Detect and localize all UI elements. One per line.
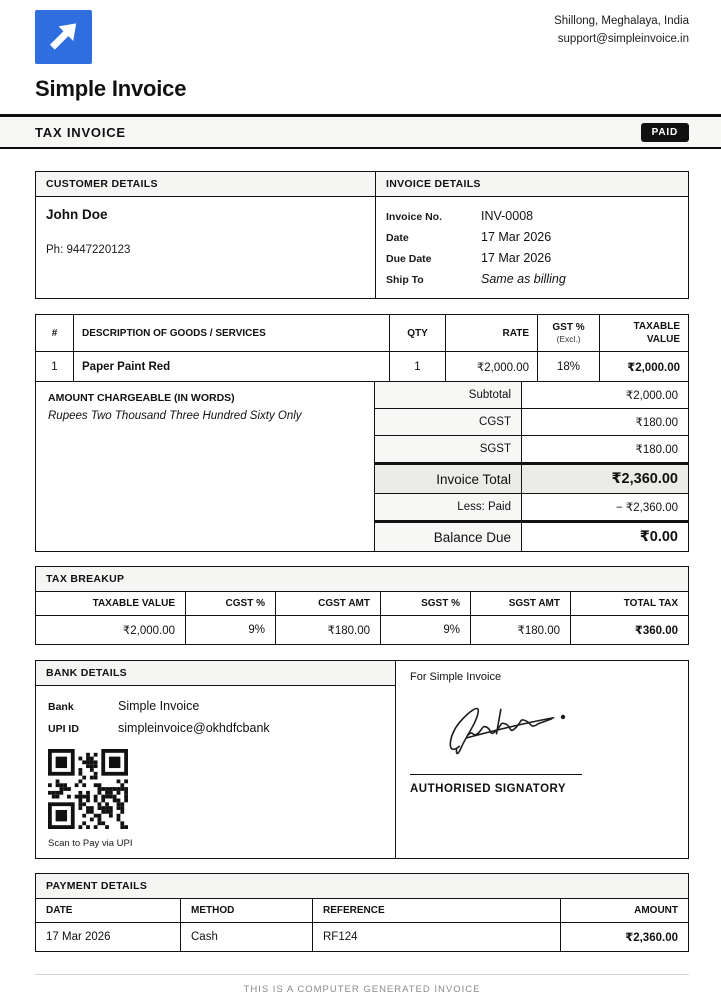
subtotal-row: [375, 382, 688, 409]
payment-header-row: [36, 899, 688, 923]
col-header-taxable-value: TAXABLE VALUE: [36, 592, 186, 615]
page-footer: [35, 974, 689, 995]
invoice-section-title: INVOICE DETAILS: [376, 172, 688, 197]
item-qty: 1: [390, 352, 446, 381]
amount-in-words-text: Rupees Two Thousand Three Hundred Sixty Only: [48, 410, 302, 422]
item-description: Paper Paint Red: [74, 352, 390, 381]
less-paid-row: [375, 494, 688, 521]
col-header-sn: #: [36, 315, 74, 351]
tax-cgst-amt: ₹180.00: [276, 616, 381, 644]
invoice-date-label: Date: [386, 231, 409, 244]
customer-details-panel: [36, 172, 376, 298]
invoice-details-panel: [376, 172, 688, 298]
col-header-reference: REFERENCE: [313, 899, 561, 922]
col-header-method: METHOD: [181, 899, 313, 922]
customer-name: John Doe: [46, 207, 108, 222]
col-header-gst-main: GST %: [552, 322, 585, 333]
tax-breakup-section: [35, 566, 689, 645]
signature-rule: [410, 774, 582, 775]
col-header-taxable: TAXABLE VALUE: [633, 321, 680, 345]
balance-due-label: Balance Due: [375, 523, 522, 551]
col-header-date: DATE: [36, 899, 181, 922]
computer-generated-note: THIS IS A COMPUTER GENERATED INVOICE: [243, 984, 481, 995]
col-header-cgst-amt: CGST AMT: [276, 592, 381, 615]
due-date-row: [386, 247, 678, 268]
less-paid-value: − ₹2,360.00: [522, 494, 688, 520]
item-sn: 1: [36, 352, 74, 381]
tax-breakup-header-row: [36, 592, 688, 616]
invoice-total-value: ₹2,360.00: [522, 465, 688, 493]
payment-details-title: PAYMENT DETAILS: [36, 874, 688, 899]
less-paid-label: Less: Paid: [375, 494, 522, 520]
tax-taxable-value: ₹2,000.00: [36, 616, 186, 644]
ship-to-label: Ship To: [386, 273, 424, 286]
totals-section: [35, 382, 689, 552]
balance-due-value: ₹0.00: [522, 523, 688, 551]
tax-breakup-data-row: [36, 616, 688, 644]
customer-phone: Ph: 9447220123: [46, 244, 131, 256]
payment-date: 17 Mar 2026: [36, 923, 181, 951]
brand-block: [35, 10, 186, 102]
signature-icon: [432, 697, 674, 760]
payment-method: Cash: [181, 923, 313, 951]
due-date-label: Due Date: [386, 252, 432, 265]
brand-contact: [554, 10, 689, 102]
col-header-sgst-pct: SGST %: [381, 592, 471, 615]
sgst-row: [375, 436, 688, 463]
col-header-total-tax: TOTAL TAX: [623, 598, 678, 609]
signatory-panel: [396, 661, 688, 858]
col-header-gst: [538, 315, 600, 351]
cgst-value: ₹180.00: [522, 409, 688, 435]
bank-name-value: Simple Invoice: [118, 699, 200, 713]
invoice-number-label: Invoice No.: [386, 210, 443, 223]
tax-breakup-title: TAX BREAKUP: [36, 567, 688, 592]
bank-name-label: Bank: [48, 701, 74, 713]
balance-due-row: [375, 521, 688, 551]
sgst-value: ₹180.00: [522, 436, 688, 462]
cgst-label: CGST: [375, 409, 522, 435]
payment-details-section: [35, 873, 689, 952]
brand-email: support@simpleinvoice.in: [557, 32, 689, 45]
due-date-value: 17 Mar 2026: [481, 250, 552, 265]
line-items-header-row: [36, 315, 688, 352]
upi-id-value: simpleinvoice@okhdfcbank: [118, 721, 270, 735]
bank-details-title: BANK DETAILS: [36, 661, 395, 686]
amount-in-words-panel: [36, 382, 374, 551]
invoice-number-value: INV-0008: [481, 208, 534, 223]
brand-logo: [35, 10, 92, 64]
upi-id-row: [48, 717, 383, 739]
col-header-qty: QTY: [390, 315, 446, 351]
item-gst: 18%: [538, 352, 600, 381]
document-title-banner: [0, 114, 721, 149]
bank-signatory-section: [35, 660, 689, 859]
signatory-for-line: For Simple Invoice: [410, 671, 502, 683]
invoice-total-row: [375, 463, 688, 494]
invoice-date-row: [386, 226, 678, 247]
payment-data-row: [36, 923, 688, 951]
qr-caption: Scan to Pay via UPI: [48, 838, 133, 849]
col-header-description: DESCRIPTION OF GOODS / SERVICES: [74, 315, 390, 351]
col-header-amount: AMOUNT: [634, 905, 678, 916]
ship-to-row: [386, 268, 678, 289]
col-header-gst-note: (Excl.): [556, 334, 581, 344]
authorised-signatory-label: AUTHORISED SIGNATORY: [410, 783, 567, 795]
upi-id-label: UPI ID: [48, 723, 79, 735]
payment-reference: RF124: [313, 923, 561, 951]
page-header: [0, 0, 721, 114]
col-header-cgst-pct: CGST %: [186, 592, 276, 615]
tax-cgst-pct: 9%: [186, 616, 276, 644]
tax-sgst-amt: ₹180.00: [471, 616, 571, 644]
qr-code-icon: [48, 749, 128, 829]
line-item-row: [36, 352, 688, 381]
totals-table: [374, 382, 688, 551]
parties-section: [35, 171, 689, 299]
document-title: TAX INVOICE: [35, 124, 126, 140]
subtotal-value: ₹2,000.00: [522, 382, 688, 408]
invoice-date-value: 17 Mar 2026: [481, 229, 552, 244]
status-badge: PAID: [641, 123, 689, 142]
ship-to-value: Same as billing: [481, 271, 566, 286]
tax-total-tax: ₹360.00: [634, 625, 678, 637]
item-taxable-value: ₹2,000.00: [627, 361, 680, 374]
invoice-total-label: Invoice Total: [375, 465, 522, 493]
amount-in-words-label: AMOUNT CHARGEABLE (IN WORDS): [48, 392, 235, 404]
sgst-label: SGST: [375, 436, 522, 462]
invoice-number-row: [386, 205, 678, 226]
arrow-up-right-icon: [41, 12, 87, 63]
subtotal-label: Subtotal: [375, 382, 522, 408]
brand-name: Simple Invoice: [35, 76, 187, 101]
tax-sgst-pct: 9%: [381, 616, 471, 644]
brand-location: Shillong, Meghalaya, India: [554, 15, 689, 27]
upi-qr-code: [48, 749, 383, 849]
col-header-rate: RATE: [446, 315, 538, 351]
line-items-table: [35, 314, 689, 382]
bank-name-row: [48, 695, 383, 717]
bank-details-panel: [36, 661, 396, 858]
customer-section-title: CUSTOMER DETAILS: [36, 172, 375, 197]
cgst-row: [375, 409, 688, 436]
payment-amount: ₹2,360.00: [625, 932, 678, 944]
col-header-sgst-amt: SGST AMT: [471, 592, 571, 615]
item-rate: ₹2,000.00: [446, 352, 538, 381]
